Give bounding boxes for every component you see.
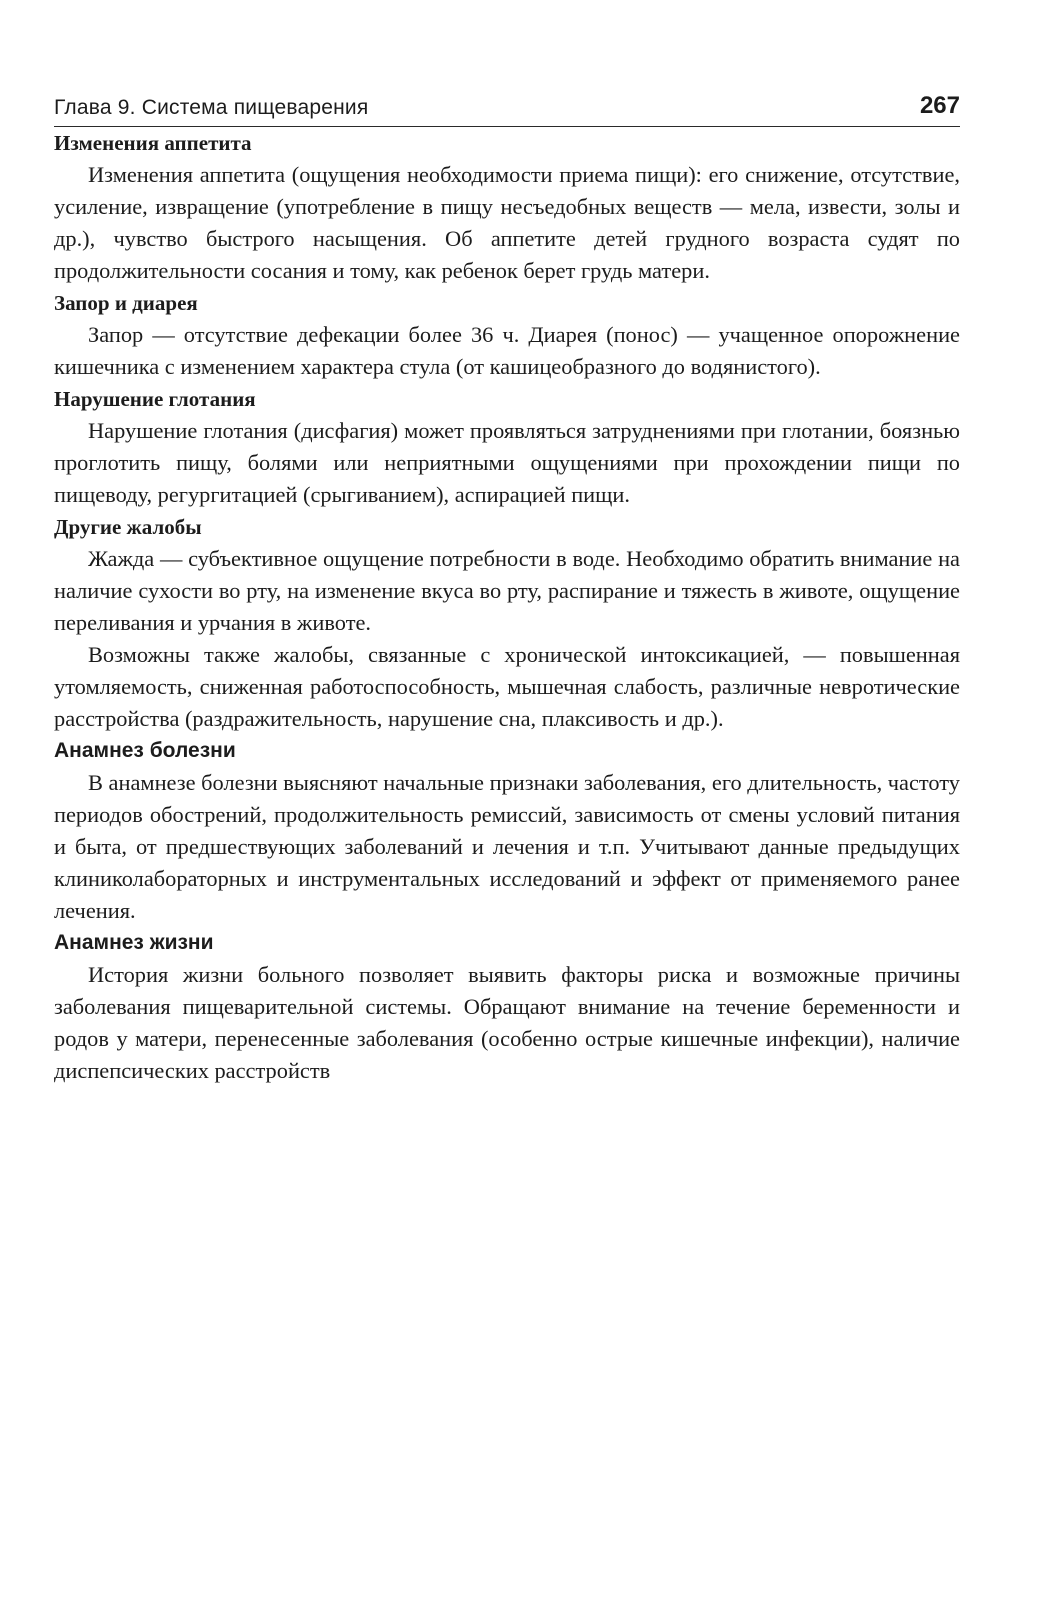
paragraph-anamnesis-life: История жизни больного позволяет выявить факторы риска и возможные причины заболевания пищеварительной системы. Обращают внимание на течение беременности и родов у матери, перенесенные заболевания (особенно острые кишечные инфекции), наличие диспепсических расстройств: [54, 962, 960, 1083]
running-header: [54, 92, 960, 127]
paragraph-swallowing: Нарушение глотания (дисфагия) может проявляться затруднениями при глотании, боязнью проглотить пищу, болями или неприятными ощущениями при прохождении пищи по пищеводу, регургитацией (срыгиванием), аспирацией пищи.: [54, 418, 960, 507]
heading-other-complaints: Другие жалобы: [54, 515, 202, 539]
paragraph-thirst: Жажда — субъективное ощущение потребности в воде. Необходимо обратить внимание на наличие сухости во рту, на изменение вкуса во рту, распирание и тяжесть в животе, ощущение переливания и урчания в животе.: [54, 546, 960, 635]
heading-swallowing: Нарушение глотания: [54, 387, 256, 411]
paragraph-constipation-diarrhea: Запор — отсутствие дефекации более 36 ч. Диарея (понос) — учащенное опорожнение кишечника с изменением характера стула (от кашицеобразного до водянистого).: [54, 322, 960, 379]
heading-constipation-diarrhea: Запор и диарея: [54, 291, 198, 315]
paragraph-intoxication: Возможны также жалобы, связанные с хронической интоксикацией, — повышенная утомляемость, сниженная работоспособность, мышечная слабость, различные невротические расстройства (раздражительность, нарушение сна, плаксивость и др.).: [54, 642, 960, 731]
heading-anamnesis-life: Анамнез жизни: [54, 931, 214, 954]
heading-appetite: Изменения аппетита: [54, 131, 252, 155]
page-body: [54, 127, 960, 1087]
page-number: 267: [919, 92, 960, 119]
book-page: [54, 92, 960, 1087]
chapter-title: Глава 9. Система пищеварения: [54, 96, 369, 119]
heading-anamnesis-disease: Анамнез болезни: [54, 739, 236, 762]
paragraph-anamnesis-disease: В анамнезе болезни выясняют начальные признаки заболевания, его длительность, частоту периодов обострений, продолжительность ремиссий, зависимость от смены условий питания и быта, от предшествующих заболеваний и лечения и т.п. Учитывают данные предыдущих клиниколабораторных и инструментальных исследований и эффект от применяемого ранее лечения.: [54, 770, 960, 923]
paragraph-appetite: Изменения аппетита (ощущения необходимости приема пищи): его снижение, отсутствие, усиление, извращение (употребление в пищу несъедобных веществ — мела, извести, золы и др.), чувство быстрого насыщения. Об аппетите детей грудного возраста судят по продолжительности сосания и тому, как ребенок берет грудь матери.: [54, 162, 960, 283]
